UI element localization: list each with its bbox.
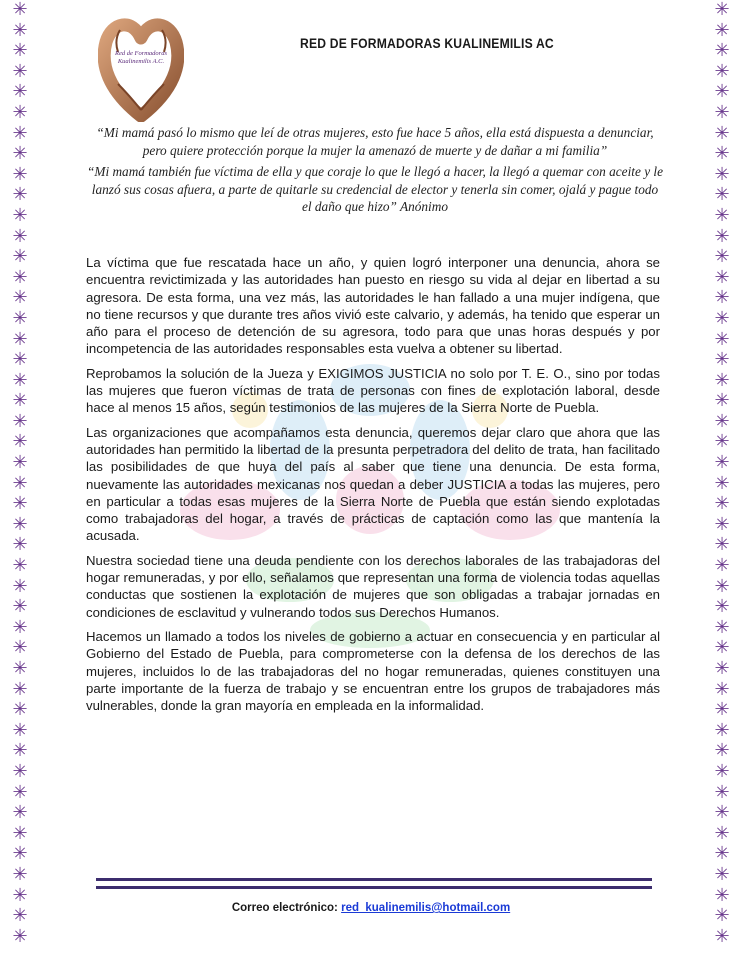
purple-star-icon: ✳ bbox=[714, 513, 730, 535]
purple-star-icon: ✳ bbox=[12, 472, 28, 494]
purple-star-icon: ✳ bbox=[12, 122, 28, 144]
logo-text-line1: Red de Formadoras bbox=[115, 50, 167, 57]
purple-star-icon: ✳ bbox=[714, 349, 730, 371]
purple-star-icon: ✳ bbox=[12, 452, 28, 474]
purple-star-icon: ✳ bbox=[714, 658, 730, 679]
purple-star-icon: ✳ bbox=[714, 307, 730, 329]
statement-body bbox=[86, 254, 660, 721]
purple-star-icon: ✳ bbox=[12, 246, 28, 268]
purple-star-icon: ✳ bbox=[714, 431, 730, 453]
organization-name: RED DE FORMADORAS KUALINEMILIS AC bbox=[300, 36, 554, 51]
purple-star-icon: ✳ bbox=[12, 81, 28, 103]
purple-star-icon: ✳ bbox=[714, 204, 730, 226]
purple-star-icon: ✳ bbox=[714, 884, 730, 906]
purple-star-icon: ✳ bbox=[12, 596, 28, 618]
purple-star-icon: ✳ bbox=[714, 905, 730, 927]
purple-star-icon: ✳ bbox=[714, 843, 730, 865]
quote-2: “Mi mamá también fue víctima de ella y que coraje lo que le llegó a hacer, la llegó a quemar con aceite y le lanzó sus cosas afuera, a parte de quitarle su credencial de elector y tenerla sin comer, ojalá y pague todo el daño que hizo” Anónimo bbox=[86, 164, 664, 214]
organization-logo bbox=[98, 12, 184, 122]
purple-star-icon: ✳ bbox=[12, 905, 28, 927]
purple-star-icon: ✳ bbox=[12, 390, 28, 412]
purple-star-icon: ✳ bbox=[714, 802, 730, 824]
purple-star-icon: ✳ bbox=[714, 328, 730, 350]
purple-star-icon: ✳ bbox=[12, 266, 28, 288]
purple-star-icon: ✳ bbox=[12, 843, 28, 865]
purple-star-icon: ✳ bbox=[714, 781, 730, 803]
purple-star-icon: ✳ bbox=[714, 122, 730, 144]
purple-star-icon: ✳ bbox=[714, 925, 730, 947]
purple-star-icon: ✳ bbox=[714, 699, 730, 721]
heart-hands-logo-icon bbox=[98, 12, 184, 122]
purple-star-icon: ✳ bbox=[12, 307, 28, 329]
left-star-border bbox=[6, 0, 34, 960]
purple-star-icon: ✳ bbox=[714, 863, 730, 885]
purple-star-icon: ✳ bbox=[12, 513, 28, 535]
purple-star-icon: ✳ bbox=[12, 678, 28, 700]
purple-star-icon: ✳ bbox=[714, 719, 730, 741]
purple-star-icon: ✳ bbox=[12, 884, 28, 906]
purple-star-icon: ✳ bbox=[12, 719, 28, 741]
footer-divider-top bbox=[96, 878, 652, 881]
purple-star-icon: ✳ bbox=[714, 822, 730, 844]
purple-star-icon: ✳ bbox=[714, 410, 730, 432]
footer-divider-bottom bbox=[96, 886, 652, 889]
footer-contact bbox=[0, 902, 742, 914]
purple-star-icon: ✳ bbox=[714, 225, 730, 247]
purple-star-icon: ✳ bbox=[714, 390, 730, 412]
purple-star-icon: ✳ bbox=[12, 699, 28, 721]
quote-1: “Mi mamá pasó lo mismo que leí de otras mujeres, esto fue hace 5 años, ella está dispuesta a denunciar, pero quiere protección porque la mujer la amenazó de muerte y de dañar a mi familia” bbox=[96, 125, 654, 158]
purple-star-icon: ✳ bbox=[12, 802, 28, 824]
purple-star-icon: ✳ bbox=[12, 60, 28, 82]
purple-star-icon: ✳ bbox=[12, 534, 28, 556]
purple-star-icon: ✳ bbox=[12, 163, 28, 185]
paragraph-1: La víctima que fue rescatada hace un año, y quien logró interponer una denuncia, ahora se encuentra revictimizada y las autoridades han puesto en riesgo su vida al dejar en libertad a su agresora. De esta forma, una vez más, las autoridades le han fallado a una mujer indígena, que no tiene recursos y que durante tres años vivió este calvario, y además, ha tenido que esperar un año para el proceso de detención de su agresora, todo para que unas horas después y por incompetencia de las autoridades responsables esta vuelva a obtener su libertad. bbox=[86, 255, 660, 357]
purple-star-icon: ✳ bbox=[714, 616, 730, 638]
purple-star-icon: ✳ bbox=[714, 596, 730, 618]
purple-star-icon: ✳ bbox=[12, 410, 28, 432]
purple-star-icon: ✳ bbox=[12, 658, 28, 679]
purple-star-icon: ✳ bbox=[12, 101, 28, 123]
purple-star-icon: ✳ bbox=[12, 204, 28, 226]
purple-star-icon: ✳ bbox=[12, 781, 28, 803]
email-label: Correo electrónico: bbox=[231, 902, 338, 914]
purple-star-icon: ✳ bbox=[714, 493, 730, 515]
purple-star-icon: ✳ bbox=[714, 287, 730, 309]
purple-star-icon: ✳ bbox=[12, 225, 28, 247]
purple-star-icon: ✳ bbox=[714, 369, 730, 391]
purple-star-icon: ✳ bbox=[714, 40, 730, 62]
paragraph-4: Nuestra sociedad tiene una deuda pendiente con los derechos laborales de las trabajadoras del hogar remuneradas, y por ello, señalamos que representan una forma de violencia todas aquellas conductas que sostienen la explotación de mujeres que son obligadas a trabajar jornadas en condiciones de esclavitud y vulnerando todos sus Derechos Humanos. bbox=[86, 552, 660, 620]
purple-star-icon: ✳ bbox=[714, 0, 730, 20]
purple-star-icon: ✳ bbox=[12, 637, 28, 659]
purple-star-icon: ✳ bbox=[714, 19, 730, 41]
purple-star-icon: ✳ bbox=[714, 143, 730, 165]
purple-star-icon: ✳ bbox=[12, 369, 28, 391]
email-link[interactable]: red_kualinemilis@hotmail.com bbox=[341, 902, 511, 914]
logo-text-line2: Kualinemilis A.C. bbox=[117, 58, 165, 65]
purple-star-icon: ✳ bbox=[12, 740, 28, 762]
purple-star-icon: ✳ bbox=[12, 760, 28, 782]
purple-star-icon: ✳ bbox=[714, 678, 730, 700]
testimonial-quotes bbox=[86, 124, 664, 220]
paragraph-5: Hacemos un llamado a todos los niveles de gobierno a actuar en consecuencia y en particular al Gobierno del Estado de Puebla, para comprometerse con la defensa de los derechos de las mujeres, incluidos lo de las trabajadoras del no hogar remuneradas, quienes constituyen una parte importante de la fuerza de trabajo y se encuentran entre los grupos de trabajadores más vulnerables, donde la gran mayoría en empleada en la informalidad. bbox=[86, 628, 660, 714]
purple-star-icon: ✳ bbox=[714, 101, 730, 123]
purple-star-icon: ✳ bbox=[714, 575, 730, 597]
paragraph-3: Las organizaciones que acompañamos esta denuncia, queremos dejar claro que ahora que las autoridades han permitido la libertad de la presunta perpetradora del delito de trata, han facilitado las posibilidades de que huya del país al saber que tiene una denuncia. De esta forma, nuevamente las autoridades mexicanas nos quedan a deber JUSTICIA a todas las mujeres, pero en particular a todas esas mujeres de la Sierra Norte de Puebla que están siendo explotadas como trabajadoras del hogar, a través de prácticas de captación como las que mantenía la acusada. bbox=[86, 424, 660, 544]
paragraph-2: Reprobamos la solución de la Jueza y EXIGIMOS JUSTICIA no solo por T. E. O., sino por todas las mujeres que fueron víctimas de trata de personas con fines de explotación laboral, desde hace al menos 15 años, según testimonios de las mujeres de la Sierra Norte de Puebla. bbox=[86, 365, 660, 416]
purple-star-icon: ✳ bbox=[714, 81, 730, 103]
purple-star-icon: ✳ bbox=[12, 925, 28, 947]
purple-star-icon: ✳ bbox=[12, 431, 28, 453]
purple-star-icon: ✳ bbox=[714, 555, 730, 577]
purple-star-icon: ✳ bbox=[12, 575, 28, 597]
purple-star-icon: ✳ bbox=[12, 349, 28, 371]
purple-star-icon: ✳ bbox=[714, 60, 730, 82]
purple-star-icon: ✳ bbox=[12, 19, 28, 41]
purple-star-icon: ✳ bbox=[12, 555, 28, 577]
purple-star-icon: ✳ bbox=[714, 637, 730, 659]
purple-star-icon: ✳ bbox=[714, 452, 730, 474]
purple-star-icon: ✳ bbox=[12, 863, 28, 885]
purple-star-icon: ✳ bbox=[714, 740, 730, 762]
purple-star-icon: ✳ bbox=[12, 493, 28, 515]
purple-star-icon: ✳ bbox=[714, 184, 730, 206]
purple-star-icon: ✳ bbox=[714, 246, 730, 268]
purple-star-icon: ✳ bbox=[12, 184, 28, 206]
purple-star-icon: ✳ bbox=[714, 534, 730, 556]
purple-star-icon: ✳ bbox=[12, 616, 28, 638]
purple-star-icon: ✳ bbox=[714, 266, 730, 288]
purple-star-icon: ✳ bbox=[12, 0, 28, 20]
purple-star-icon: ✳ bbox=[714, 760, 730, 782]
purple-star-icon: ✳ bbox=[714, 472, 730, 494]
purple-star-icon: ✳ bbox=[12, 328, 28, 350]
purple-star-icon: ✳ bbox=[714, 163, 730, 185]
purple-star-icon: ✳ bbox=[12, 287, 28, 309]
purple-star-icon: ✳ bbox=[12, 40, 28, 62]
purple-star-icon: ✳ bbox=[12, 143, 28, 165]
right-star-border bbox=[708, 0, 736, 960]
purple-star-icon: ✳ bbox=[12, 822, 28, 844]
